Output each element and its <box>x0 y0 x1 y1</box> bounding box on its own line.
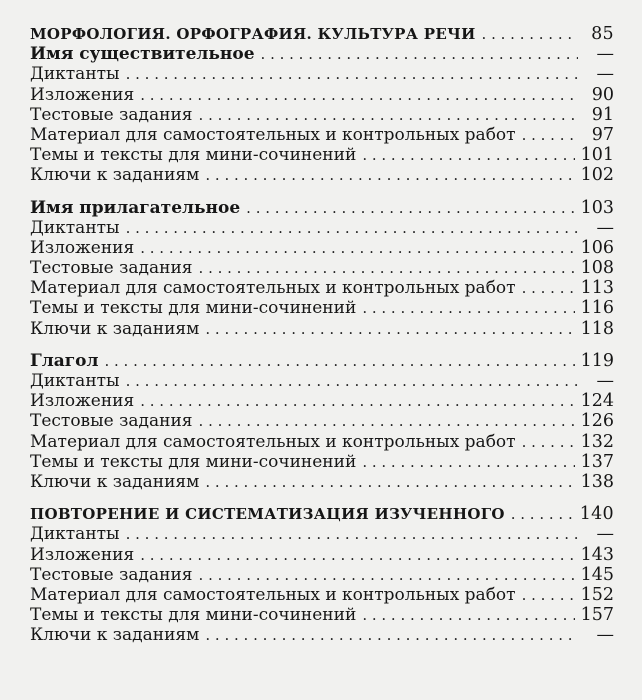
toc-subheading-label: Имя существительное <box>30 44 255 65</box>
toc-page-number: — <box>596 524 614 545</box>
toc-entry[interactable] <box>30 105 614 125</box>
toc-entry-label: Материал для самостоятельных и контрольных работ <box>30 584 516 605</box>
toc-page-number: 103 <box>580 197 614 218</box>
toc-heading[interactable] <box>30 198 614 218</box>
table-of-contents <box>30 24 614 657</box>
toc-heading[interactable] <box>30 351 614 371</box>
dot-leader <box>199 258 575 278</box>
toc-subheading[interactable] <box>30 44 614 64</box>
dot-leader <box>126 371 578 391</box>
toc-heading-label: ПОВТОРЕНИЕ И СИСТЕМАТИЗАЦИЯ ИЗУЧЕННОГО <box>30 505 505 524</box>
toc-heading-label: МОРФОЛОГИЯ. ОРФОГРАФИЯ. КУЛЬТУРА РЕЧИ <box>30 25 476 43</box>
toc-entry[interactable] <box>30 125 614 145</box>
dot-leader <box>261 44 578 64</box>
toc-entry-label: Изложения <box>30 391 135 412</box>
dot-leader <box>104 351 574 371</box>
dot-leader <box>126 64 578 84</box>
toc-entry-label: Тестовые задания <box>30 258 193 279</box>
toc-entry-label: Темы и тексты для мини-сочинений <box>30 451 357 472</box>
toc-page-number: — <box>596 371 614 391</box>
toc-entry[interactable] <box>30 218 614 238</box>
toc-page-number: 140 <box>579 504 614 525</box>
toc-page-number: 90 <box>591 84 614 105</box>
toc-entry-label: Изложения <box>30 544 135 565</box>
toc-entry[interactable] <box>30 625 614 645</box>
toc-entry-label: Изложения <box>30 237 135 258</box>
dot-leader <box>362 145 574 165</box>
toc-page-number: 116 <box>580 298 614 319</box>
toc-page-number: 91 <box>591 104 614 125</box>
toc-entry-label: Изложения <box>30 84 135 105</box>
toc-entry[interactable] <box>30 585 614 605</box>
toc-entry-label: Диктанты <box>30 524 120 545</box>
toc-page-number: 137 <box>580 451 614 472</box>
dot-leader <box>126 218 578 238</box>
toc-entry-label: Тестовые задания <box>30 411 193 432</box>
dot-leader <box>140 545 574 565</box>
toc-entry-label: Диктанты <box>30 64 120 85</box>
toc-entry[interactable] <box>30 452 614 472</box>
dot-leader <box>362 298 574 318</box>
toc-page-number: 101 <box>580 145 614 166</box>
toc-entry-label: Материал для самостоятельных и контрольных работ <box>30 431 516 452</box>
toc-entry[interactable] <box>30 545 614 565</box>
dot-leader <box>126 524 578 544</box>
toc-page-number: 138 <box>580 471 614 492</box>
toc-entry-label: Тестовые задания <box>30 104 193 125</box>
toc-entry-label: Темы и тексты для мини-сочинений <box>30 298 357 319</box>
toc-entry[interactable] <box>30 238 614 258</box>
toc-entry[interactable] <box>30 371 614 391</box>
toc-page-number: 124 <box>580 391 614 412</box>
toc-page-number: 102 <box>580 165 614 186</box>
toc-entry[interactable] <box>30 432 614 452</box>
toc-entry[interactable] <box>30 319 614 339</box>
toc-page-number: 118 <box>580 318 614 339</box>
toc-page-number: 85 <box>591 24 614 44</box>
toc-page-number: — <box>596 625 614 646</box>
dot-leader <box>246 198 574 218</box>
toc-entry[interactable] <box>30 145 614 165</box>
toc-page-number: 152 <box>580 584 614 605</box>
toc-page-number: 143 <box>580 544 614 565</box>
toc-entry[interactable] <box>30 258 614 278</box>
toc-entry-label: Ключи к заданиям <box>30 165 200 186</box>
toc-entry-label: Ключи к заданиям <box>30 471 200 492</box>
toc-page-number: — <box>596 217 614 238</box>
dot-leader <box>522 585 575 605</box>
toc-entry-label: Материал для самостоятельных и контрольных работ <box>30 278 516 299</box>
dot-leader <box>140 391 574 411</box>
toc-entry[interactable] <box>30 391 614 411</box>
toc-section-morphology <box>30 24 614 186</box>
toc-entry[interactable] <box>30 565 614 585</box>
toc-section-adjective <box>30 198 614 339</box>
toc-entry[interactable] <box>30 278 614 298</box>
dot-leader <box>522 278 575 298</box>
toc-entry-label: Темы и тексты для мини-сочинений <box>30 145 357 166</box>
toc-page-number: — <box>596 44 614 65</box>
dot-leader <box>205 165 574 185</box>
dot-leader <box>362 605 574 625</box>
toc-entry[interactable] <box>30 411 614 431</box>
toc-entry[interactable] <box>30 524 614 544</box>
toc-heading[interactable] <box>30 24 614 44</box>
dot-leader <box>482 24 578 44</box>
dot-leader <box>511 504 574 524</box>
toc-page-number: 113 <box>580 278 614 299</box>
toc-page-number: — <box>596 64 614 85</box>
toc-page-number: 106 <box>580 237 614 258</box>
dot-leader <box>205 319 574 339</box>
dot-leader <box>205 625 578 645</box>
dot-leader <box>362 452 574 472</box>
toc-entry-label: Ключи к заданиям <box>30 318 200 339</box>
toc-page-number: 157 <box>580 605 614 626</box>
toc-entry-label: Тестовые задания <box>30 564 193 585</box>
toc-entry-label: Материал для самостоятельных и контрольных работ <box>30 124 516 145</box>
toc-heading-label: Глагол <box>30 350 99 371</box>
dot-leader <box>140 238 574 258</box>
dot-leader <box>199 105 578 125</box>
dot-leader <box>140 85 578 105</box>
dot-leader <box>205 472 574 492</box>
dot-leader <box>522 125 578 145</box>
toc-entry[interactable] <box>30 472 614 492</box>
toc-entry[interactable] <box>30 298 614 318</box>
toc-entry-label: Диктанты <box>30 371 120 391</box>
toc-entry-label: Ключи к заданиям <box>30 625 200 646</box>
dot-leader <box>199 411 575 431</box>
toc-entry[interactable] <box>30 605 614 625</box>
toc-page-number: 132 <box>580 431 614 452</box>
toc-page-number: 145 <box>580 564 614 585</box>
dot-leader <box>522 432 575 452</box>
toc-page-number: 108 <box>580 258 614 279</box>
toc-page-number: 97 <box>591 124 614 145</box>
dot-leader <box>199 565 575 585</box>
toc-page-number: 126 <box>580 411 614 432</box>
toc-entry-label: Темы и тексты для мини-сочинений <box>30 605 357 626</box>
toc-section-verb <box>30 351 614 492</box>
toc-entry[interactable] <box>30 85 614 105</box>
toc-section-review <box>30 504 614 645</box>
toc-entry[interactable] <box>30 165 614 185</box>
toc-entry[interactable] <box>30 64 614 84</box>
toc-heading[interactable] <box>30 504 614 524</box>
toc-page-number: 119 <box>580 350 614 371</box>
toc-entry-label: Диктанты <box>30 217 120 238</box>
toc-heading-label: Имя прилагательное <box>30 197 241 218</box>
